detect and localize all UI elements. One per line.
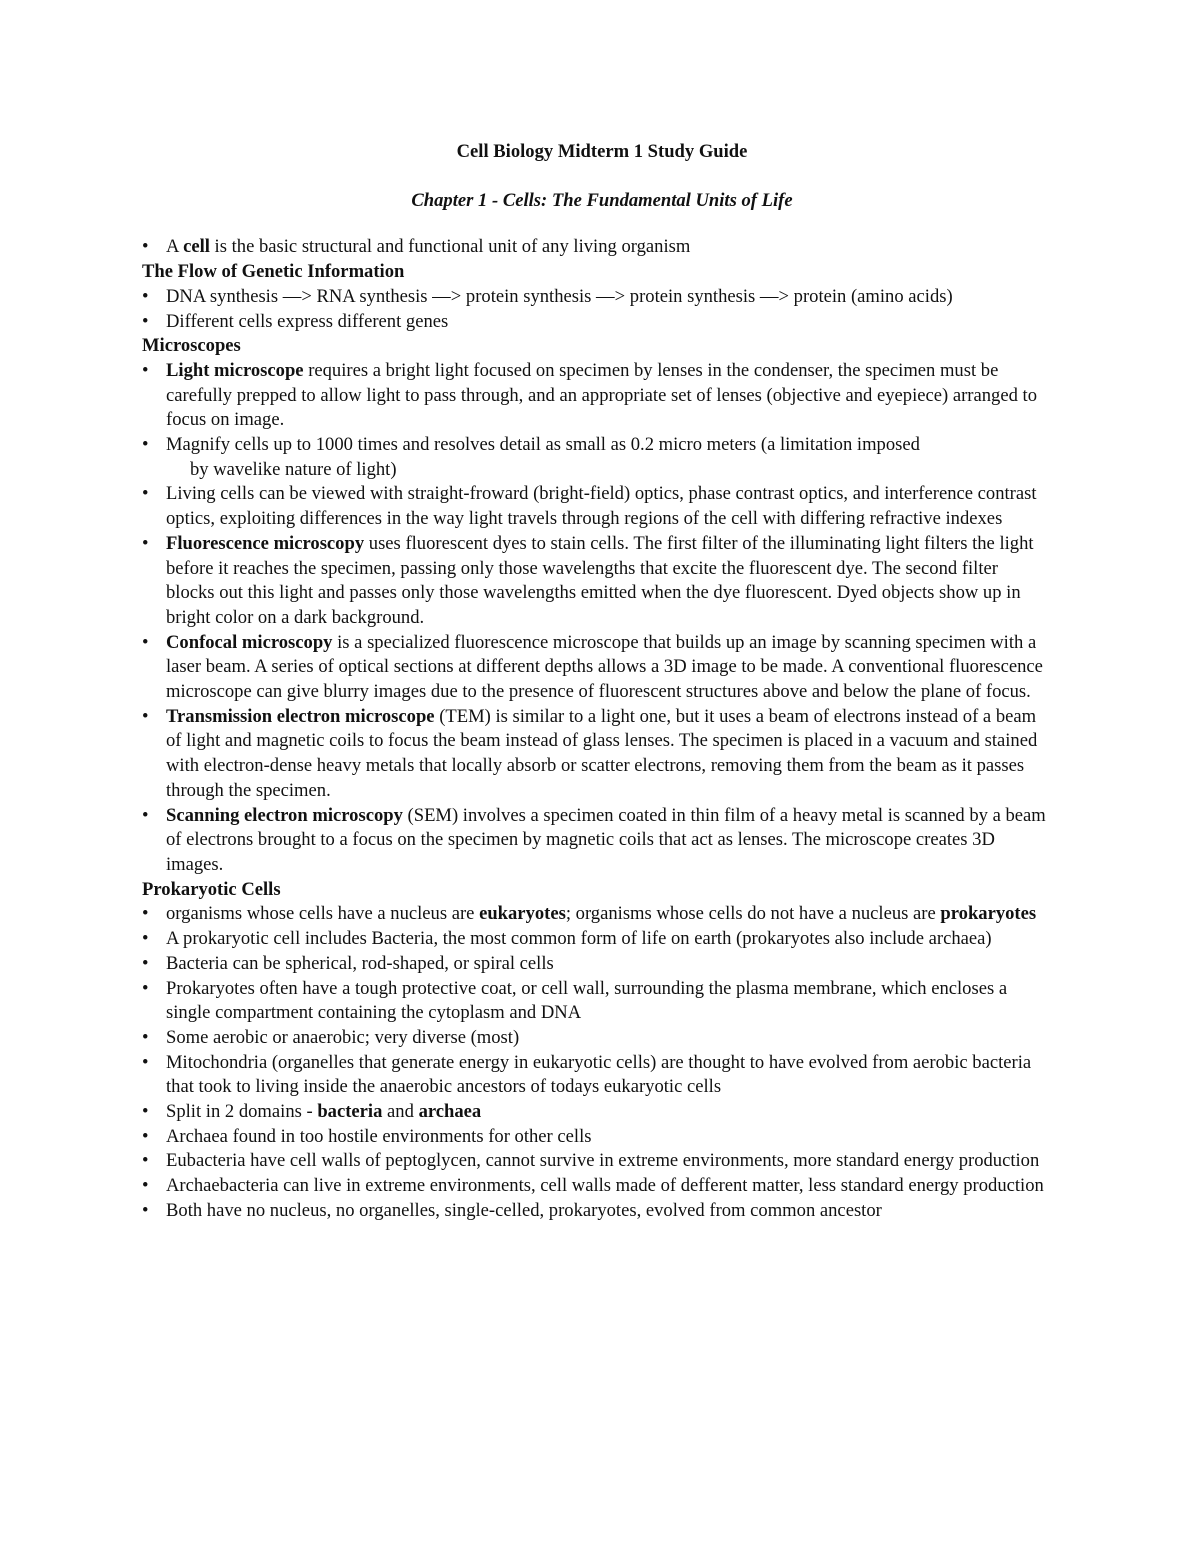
prokaryotic-list	[142, 902, 1050, 1223]
list-item: • Both have no nucleus, no organelles, single-celled, prokaryotes, evolved from common ancestor	[142, 1199, 1050, 1224]
list-item: • Bacteria can be spherical, rod-shaped, or spiral cells	[142, 952, 1050, 977]
intro-list	[142, 235, 1050, 260]
list-item: • Fluorescence microscopy uses fluorescent dyes to stain cells. The first filter of the illuminating light filters the light before it reaches the specimen, passing only those wavelengths that excite the fluorescent dye. The second filter blocks out this light and passes only those wavelengths emitted when the dye fluorescent. Dyed objects show up in bright color on a dark background.	[142, 532, 1050, 631]
list-item: • A cell is the basic structural and functional unit of any living organism	[142, 235, 1050, 260]
list-item: • organisms whose cells have a nucleus are eukaryotes; organisms whose cells do not have a nucleus are prokaryotes	[142, 902, 1050, 927]
list-item: • Split in 2 domains - bacteria and archaea	[142, 1100, 1050, 1125]
list-item: • Mitochondria (organelles that generate energy in eukaryotic cells) are thought to have evolved from aerobic bacteria that took to living inside the anaerobic ancestors of todays eukaryotic cells	[142, 1051, 1050, 1100]
document-title: Cell Biology Midterm 1 Study Guide	[456, 141, 748, 162]
list-item: • Some aerobic or anaerobic; very diverse (most)	[142, 1026, 1050, 1051]
list-item: • DNA synthesis —> RNA synthesis —> protein synthesis —> protein synthesis —> protein (amino acids)	[142, 285, 1050, 310]
section-heading-prokaryotic: Prokaryotic Cells	[142, 878, 281, 900]
list-item: • Eubacteria have cell walls of peptoglycen, cannot survive in extreme environments, more standard energy production	[142, 1149, 1050, 1174]
list-item: • Magnify cells up to 1000 times and resolves detail as small as 0.2 micro meters (a limitation imposed by wavelike nature of light)	[142, 433, 1050, 482]
section-heading-microscopes: Microscopes	[142, 335, 241, 357]
list-item: • Archaebacteria can live in extreme environments, cell walls made of defferent matter, less standard energy production	[142, 1174, 1050, 1199]
section-heading-flow: The Flow of Genetic Information	[142, 261, 405, 283]
list-item: • Light microscope requires a bright light focused on specimen by lenses in the condenser, the specimen must be carefully prepped to allow light to pass through, and an appropriate set of lenses (objective and eyepiece) arranged to focus on image.	[142, 359, 1050, 433]
flow-list	[142, 285, 1050, 334]
list-item: • A prokaryotic cell includes Bacteria, the most common form of life on earth (prokaryotes also include archaea)	[142, 927, 1050, 952]
list-item: • Confocal microscopy is a specialized fluorescence microscope that builds up an image by scanning specimen with a laser beam. A series of optical sections at different depths allows a 3D image to be made. A conventional fluorescence microscope can give blurry images due to the presence of fluorescent structures above and below the plane of focus.	[142, 631, 1050, 705]
list-item: • Transmission electron microscope (TEM) is similar to a light one, but it uses a beam of electrons instead of a beam of light and magnetic coils to focus the beam instead of glass lenses. The specimen is placed in a vacuum and stained with electron-dense heavy metals that locally absorb or scatter electrons, removing them from the beam as it passes through the specimen.	[142, 705, 1050, 804]
list-item: • Scanning electron microscopy (SEM) involves a specimen coated in thin film of a heavy metal is scanned by a beam of electrons brought to a focus on the specimen by magnetic coils that act as lenses. The microscope creates 3D images.	[142, 804, 1050, 878]
list-item: • Archaea found in too hostile environments for other cells	[142, 1125, 1050, 1150]
chapter-subtitle: Chapter 1 - Cells: The Fundamental Units of Life	[411, 189, 793, 211]
list-item: • Living cells can be viewed with straight-froward (bright-field) optics, phase contrast optics, and interference contrast optics, exploiting differences in the way light travels through regions of the cell with differing refractive indexes	[142, 482, 1050, 531]
microscopes-list	[142, 359, 1050, 878]
list-item: • Different cells express different genes	[142, 310, 1050, 335]
list-item: • Prokaryotes often have a tough protective coat, or cell wall, surrounding the plasma membrane, which encloses a single compartment containing the cytoplasm and DNA	[142, 977, 1050, 1026]
